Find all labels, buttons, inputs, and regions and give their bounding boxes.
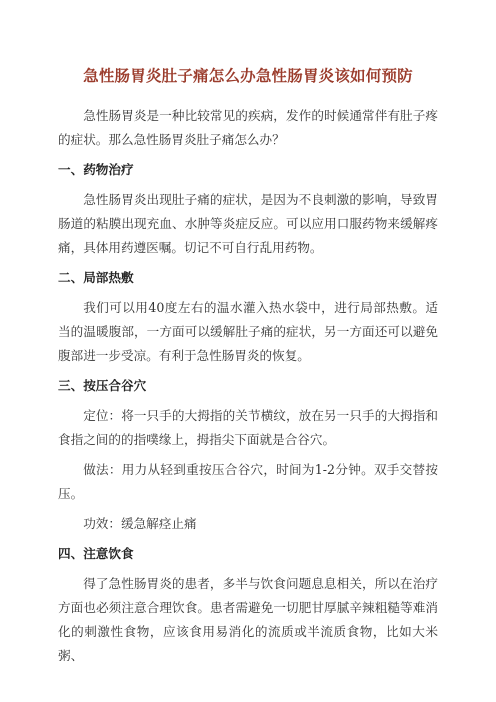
section-heading-acupressure: 三、按压合谷穴 xyxy=(58,378,147,393)
page-title: 急性肠胃炎肚子痛怎么办急性肠胃炎该如何预防 xyxy=(83,67,413,85)
intro-paragraph: 急性肠胃炎是一种比较常见的疾病，发作的时候通常伴有肚子疼的症状。那么急性肠胃炎肚子痛怎么办？ xyxy=(58,108,438,147)
section-paragraph: 我们可以用40度左右的温水灌入热水袋中，进行局部热敷。适当的温暖腹部，一方面可以缓解肚子痛的症状，另一方面还可以避免腹部进一步受凉。有利于急性肠胃炎的恢复。 xyxy=(58,300,438,363)
section-heading-diet: 四、注意饮食 xyxy=(58,546,134,561)
section-paragraph: 得了急性肠胃炎的患者，多半与饮食问题息息相关，所以在治疗方面也必须注意合理饮食。患者需避免一切肥甘厚腻辛辣粗糙等难消化的刺激性食物，应该食用易消化的流质或半流质食物，比如大米粥、 xyxy=(58,576,438,663)
section-paragraph: 急性肠胃炎出现肚子痛的症状，是因为不良刺激的影响，导致胃肠道的粘膜出现充血、水肿等炎症反应。可以应用口服药物来缓解疼痛，具体用药遵医嘱。切记不可自行乱用药物。 xyxy=(58,192,438,255)
section-heading-hot-compress: 二、局部热敷 xyxy=(58,270,134,285)
section-heading-medication: 一、药物治疗 xyxy=(58,162,134,177)
section-paragraph: 定位：将一只手的大拇指的关节横纹，放在另一只手的大拇指和食指之间的的指噗缘上，拇指尖下面就是合谷穴。 xyxy=(58,408,438,447)
section-paragraph: 做法：用力从轻到重按压合谷穴，时间为1-2分钟。双手交替按压。 xyxy=(58,462,438,501)
article-body xyxy=(58,104,438,674)
section-paragraph: 功效：缓急解痉止痛 xyxy=(83,516,197,531)
